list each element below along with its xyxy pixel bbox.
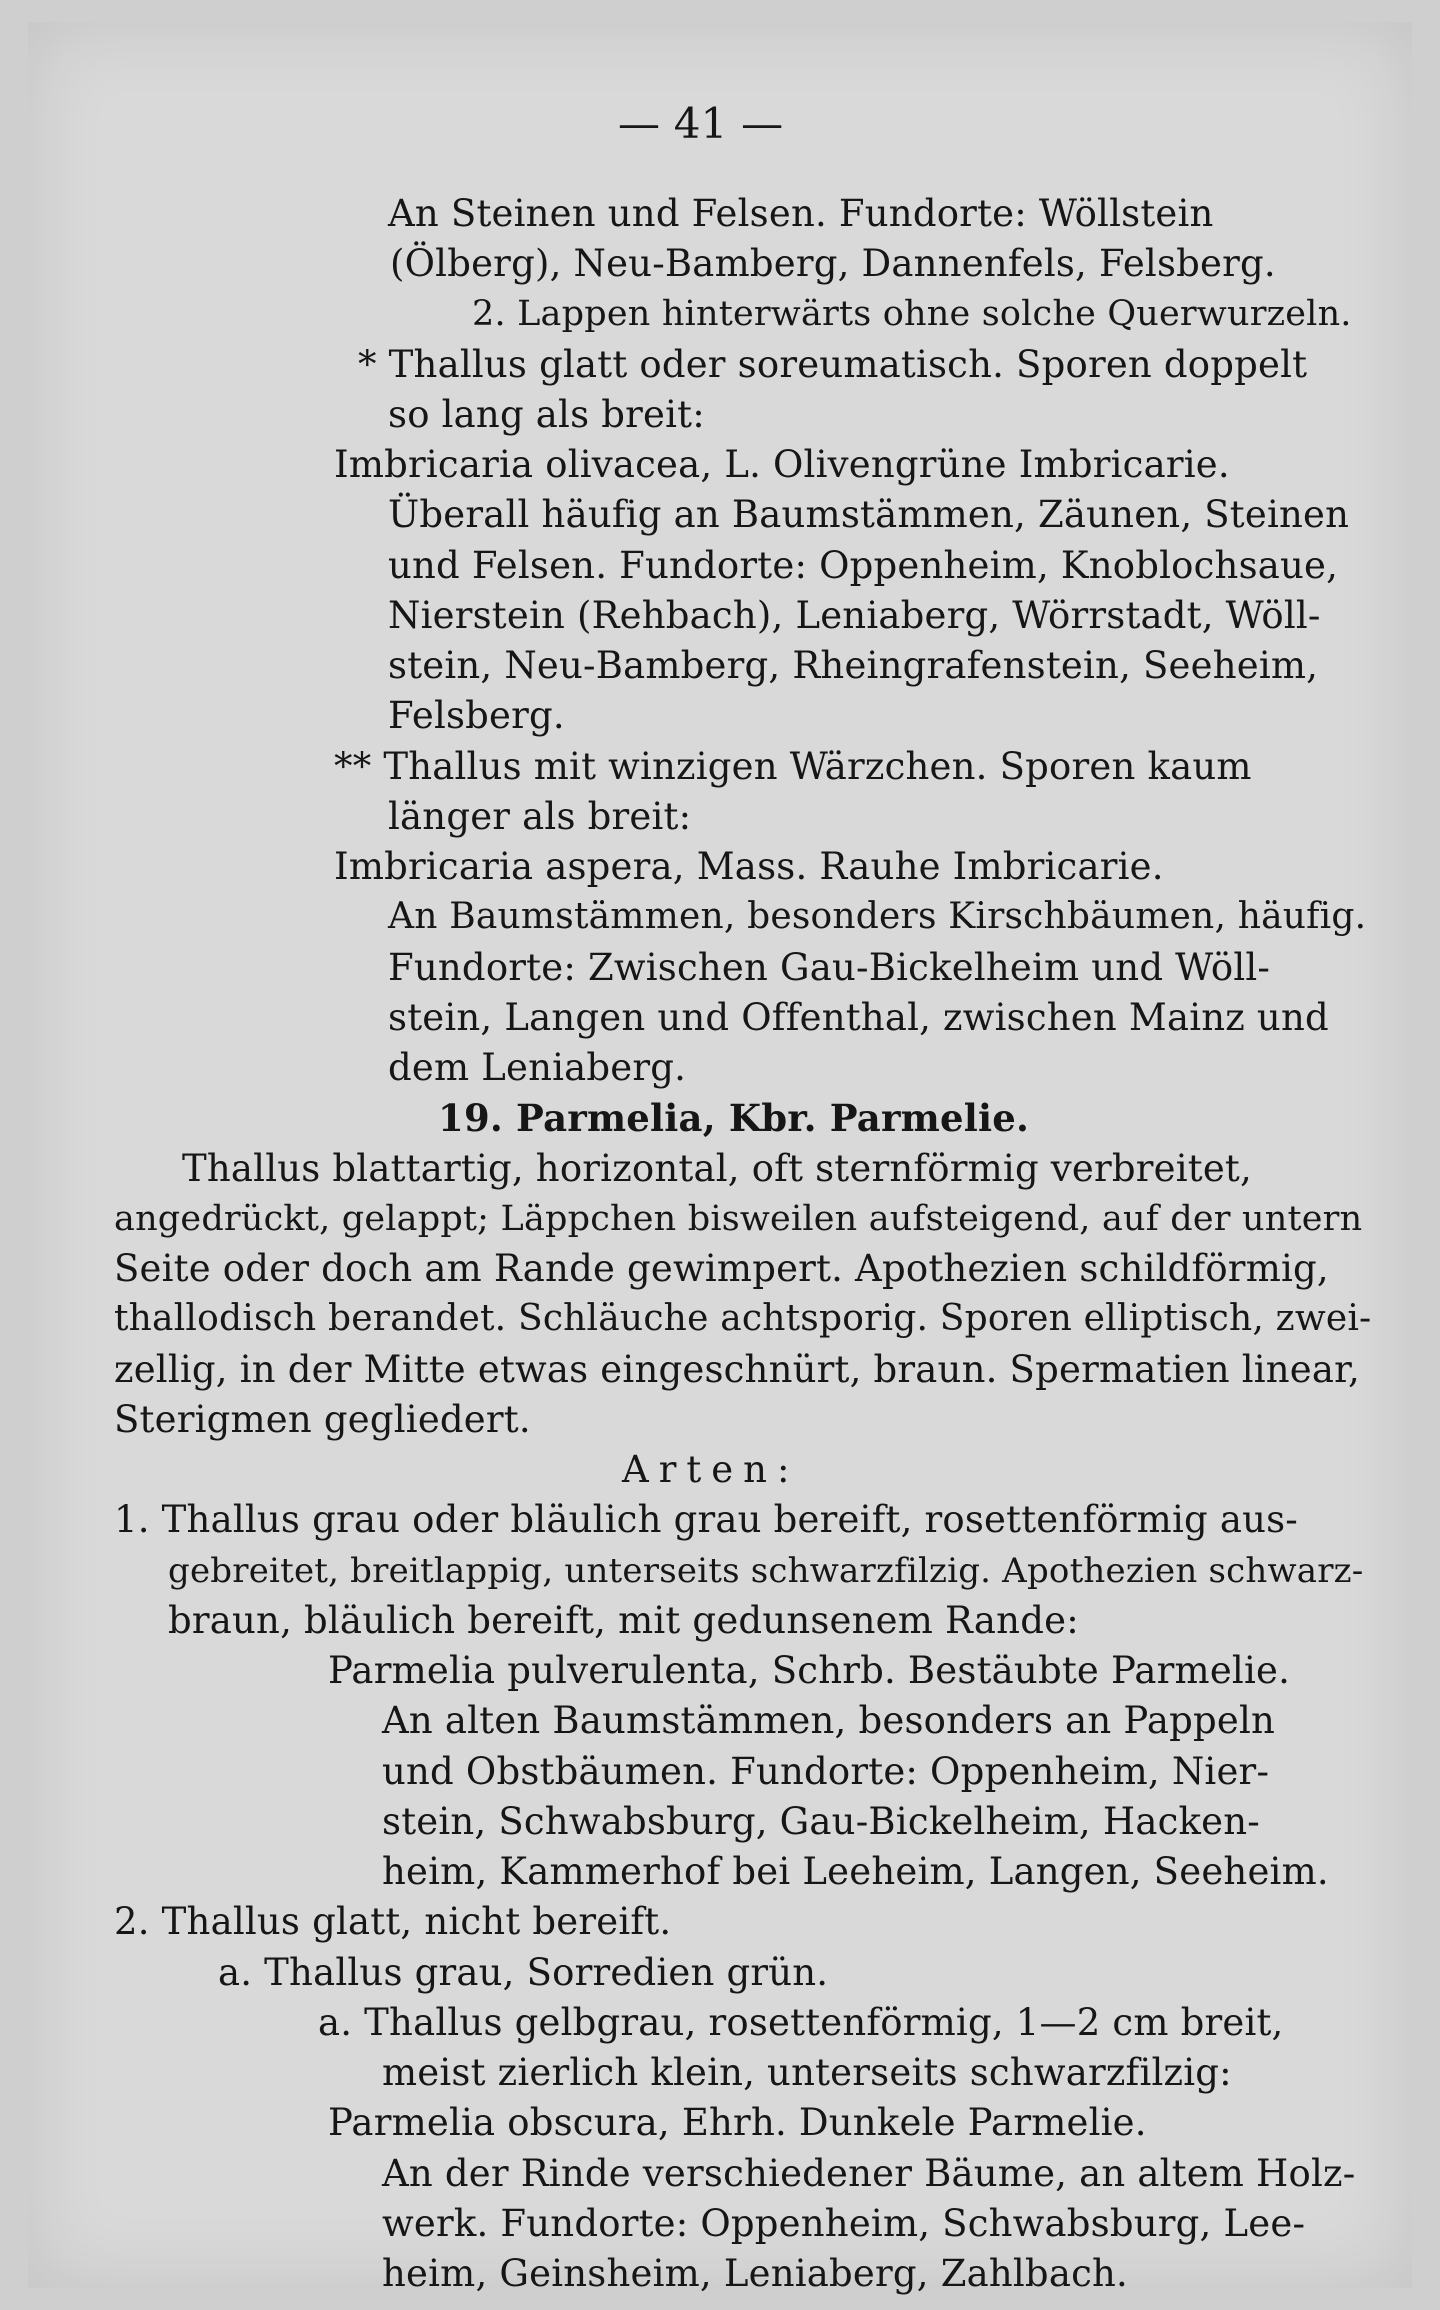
text-line: Seite oder doch am Rande gewimpert. Apothezien schildförmig,	[114, 1247, 1329, 1291]
text-line: (Ölberg), Neu-Bamberg, Dannenfels, Felsberg.	[390, 242, 1276, 286]
text-line: 1. Thallus grau oder bläulich grau bereift, rosettenförmig aus-	[114, 1498, 1299, 1542]
text-line: Thallus blattartig, horizontal, oft sternförmig verbreitet,	[182, 1146, 1252, 1190]
paper-sheet	[28, 22, 1412, 2295]
text-line: meist zierlich klein, unterseits schwarzfilzig:	[382, 2051, 1232, 2095]
text-line: An der Rinde verschiedener Bäume, an altem Holz-	[382, 2151, 1356, 2195]
text-line: thallodisch berandet. Schläuche achtsporig. Sporen elliptisch, zwei-	[114, 1298, 1372, 1340]
text-line: zellig, in der Mitte etwas eingeschnürt, braun. Spermatien linear,	[114, 1347, 1360, 1391]
text-line: 2. Lappen hinterwärts ohne solche Querwurzeln.	[472, 294, 1352, 335]
section-heading: 19. Parmelia, Kbr. Parmelie.	[438, 1096, 1030, 1141]
text-line: ** Thallus mit winzigen Wärzchen. Sporen kaum	[334, 744, 1252, 788]
text-line: stein, Schwabsburg, Gau-Bickelheim, Hacken-	[382, 1799, 1260, 1843]
page-number: — 41 —	[618, 99, 784, 148]
text-line: 2. Thallus glatt, nicht bereift.	[114, 1900, 672, 1944]
text-line: und Obstbäumen. Fundorte: Oppenheim, Nier-	[382, 1749, 1270, 1793]
text-line: stein, Langen und Offenthal, zwischen Mainz und	[388, 995, 1329, 1039]
text-line: dem Leniaberg.	[388, 1046, 687, 1090]
text-line: werk. Fundorte: Oppenheim, Schwabsburg, Lee-	[382, 2201, 1306, 2245]
text-line: a. Thallus grau, Sorredien grün.	[218, 1950, 829, 1994]
text-line: angedrückt, gelappt; Läppchen bisweilen aufsteigend, auf der untern	[114, 1198, 1363, 1239]
text-line: und Felsen. Fundorte: Oppenheim, Knoblochsaue,	[388, 543, 1339, 587]
text-line: heim, Geinsheim, Leniaberg, Zahlbach.	[382, 2252, 1128, 2295]
text-line: Fundorte: Zwischen Gau-Bickelheim und Wöll-	[388, 945, 1271, 989]
text-line: so lang als breit:	[388, 392, 705, 436]
text-line: Parmelia pulverulenta, Schrb. Bestäubte Parmelie.	[328, 1649, 1291, 1693]
text-line: heim, Kammerhof bei Leeheim, Langen, Seeheim.	[382, 1850, 1329, 1894]
text-line: An Steinen und Felsen. Fundorte: Wöllstein	[388, 192, 1214, 235]
text-line: Überall häufig an Baumstämmen, Zäunen, Steinen	[388, 493, 1350, 537]
text-line: Imbricaria aspera, Mass. Rauhe Imbricarie.	[334, 845, 1164, 889]
text-line: Nierstein (Rehbach), Leniaberg, Wörrstadt, Wöll-	[388, 593, 1321, 637]
text-line: Imbricaria olivacea, L. Olivengrüne Imbricarie.	[334, 443, 1230, 487]
text-line: stein, Neu-Bamberg, Rheingrafenstein, Seeheim,	[388, 644, 1319, 688]
subheading-arten: Arten:	[622, 1448, 800, 1492]
text-line: Sterigmen gegliedert.	[114, 1397, 531, 1441]
text-line: An alten Baumstämmen, besonders an Pappeln	[382, 1699, 1276, 1743]
text-line: gebreitet, breitlappig, unterseits schwarzfilzig. Apothezien schwarz-	[168, 1550, 1364, 1591]
text-line: länger als breit:	[388, 794, 692, 838]
text-line: Parmelia obscura, Ehrh. Dunkele Parmelie.	[328, 2101, 1147, 2145]
text-line: a. Thallus gelbgrau, rosettenförmig, 1—2 cm breit,	[318, 2000, 1284, 2044]
text-line: An Baumstämmen, besonders Kirschbäumen, häufig.	[388, 896, 1367, 938]
text-line: Felsberg.	[388, 694, 565, 738]
text-line: * Thallus glatt oder soreumatisch. Sporen doppelt	[358, 342, 1308, 386]
text-line: braun, bläulich bereift, mit gedunsenem Rande:	[168, 1598, 1079, 1642]
